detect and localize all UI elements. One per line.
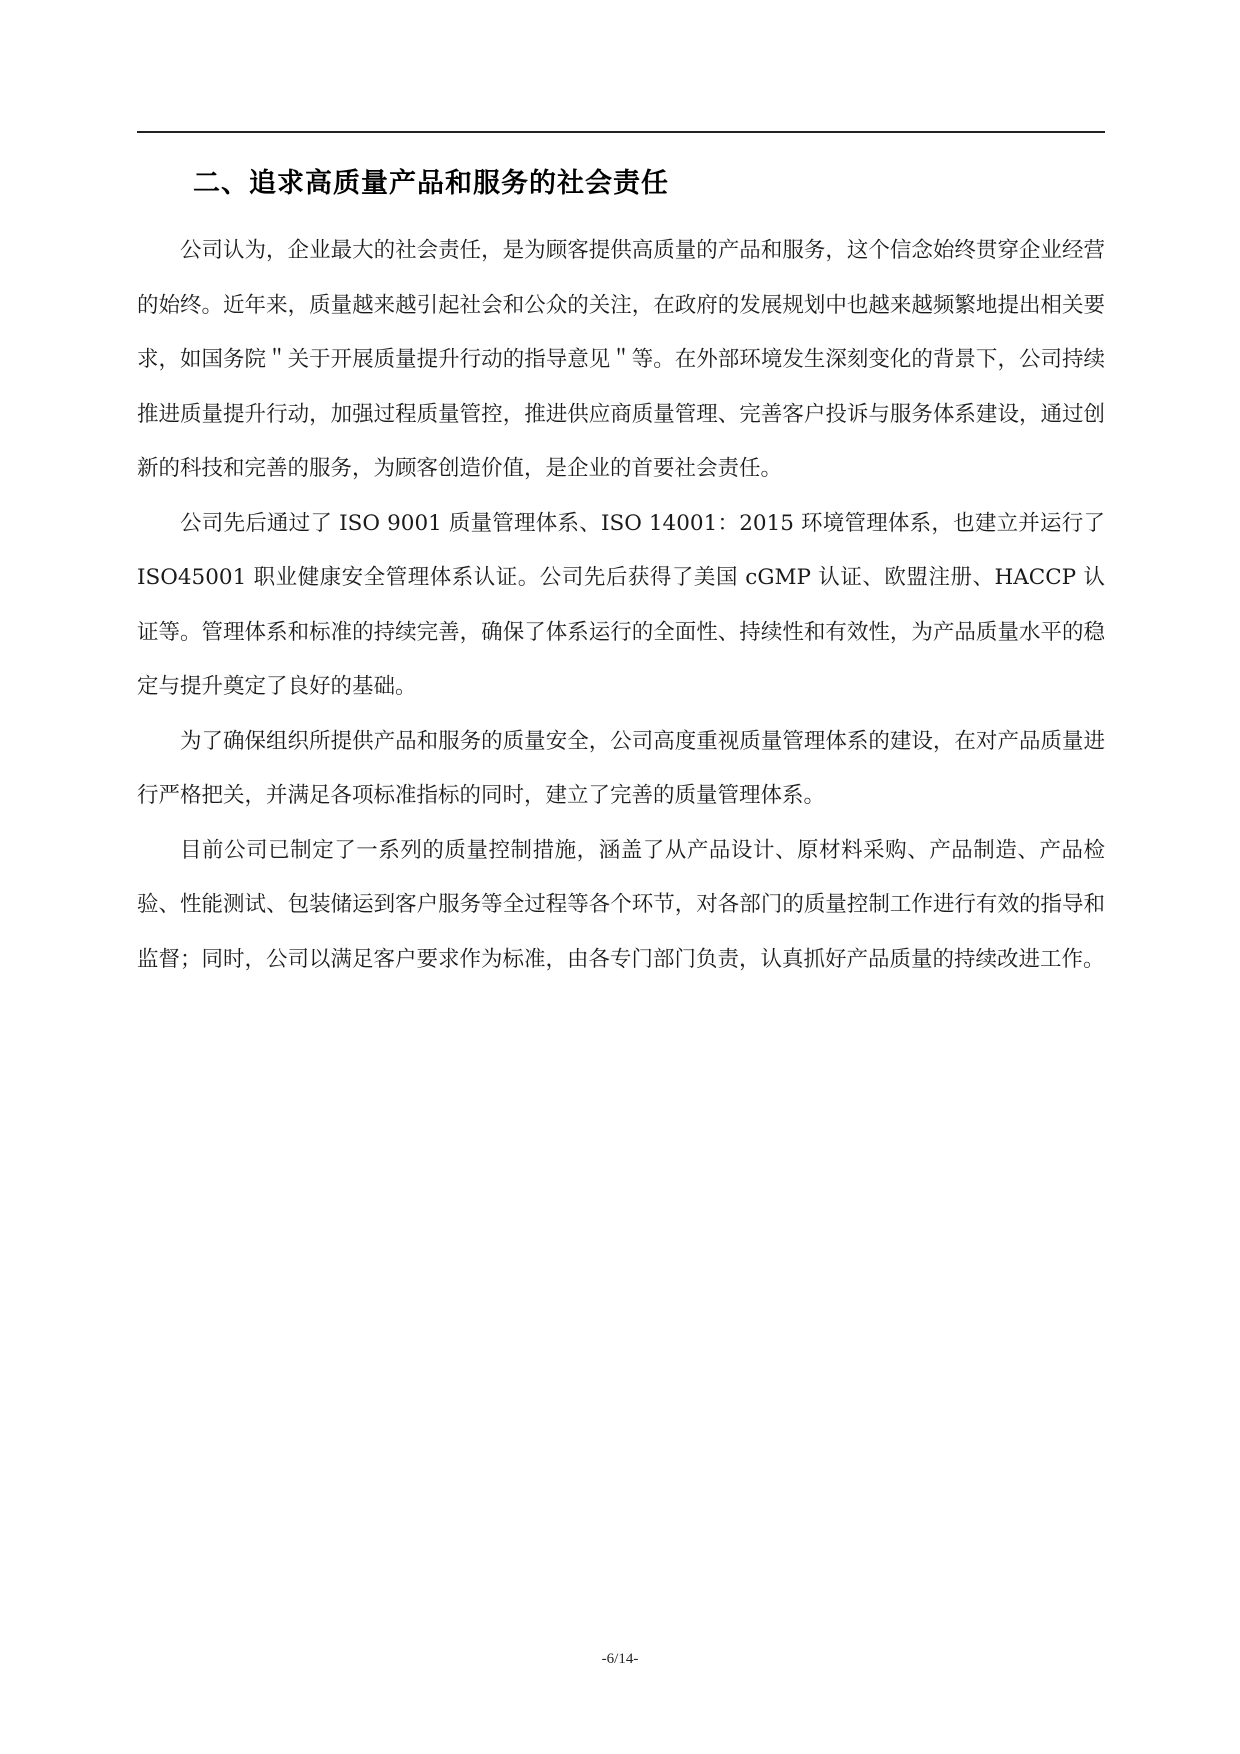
section-heading: 二、追求高质量产品和服务的社会责任 bbox=[193, 168, 669, 199]
paragraph-certifications: 公司先后通过了 ISO 9001 质量管理体系、ISO 14001：2015 环境管理体系，也建立并运行了 ISO45001 职业健康安全管理体系认证。公司先后获得了美国 cGMP 认证、欧盟注册、HACCP 认证等。管理体系和标准的持续完善，确保了体系运行的全面性、持续性和有效性，为产品质量水平的稳定与提升奠定了良好的基础。 bbox=[137, 510, 1105, 699]
paragraph-quality-system: 为了确保组织所提供产品和服务的质量安全，公司高度重视质量管理体系的建设，在对产品质量进行严格把关，并满足各项标准指标的同时，建立了完善的质量管理体系。 bbox=[137, 728, 1105, 808]
paragraph-quality-control-measures: 目前公司已制定了一系列的质量控制措施，涵盖了从产品设计、原材料采购、产品制造、产品检验、性能测试、包装储运到客户服务等全过程等各个环节，对各部门的质量控制工作进行有效的指导和监督；同时，公司以满足客户要求作为标准，由各专门部门负责，认真抓好产品质量的持续改进工作。 bbox=[137, 837, 1105, 972]
paragraph-quality-responsibility: 公司认为，企业最大的社会责任，是为顾客提供高质量的产品和服务，这个信念始终贯穿企业经营的始终。近年来，质量越来越引起社会和公众的关注，在政府的发展规划中也越来越频繁地提出相关要求，如国务院＂关于开展质量提升行动的指导意见＂等。在外部环境发生深刻变化的背景下，公司持续推进质量提升行动，加强过程质量管控，推进供应商质量管理、完善客户投诉与服务体系建设，通过创新的科技和完善的服务，为顾客创造价值，是企业的首要社会责任。 bbox=[137, 238, 1105, 481]
page-number: -6/14- bbox=[601, 1651, 639, 1667]
header-divider bbox=[137, 131, 1105, 133]
body-text bbox=[137, 224, 1105, 987]
